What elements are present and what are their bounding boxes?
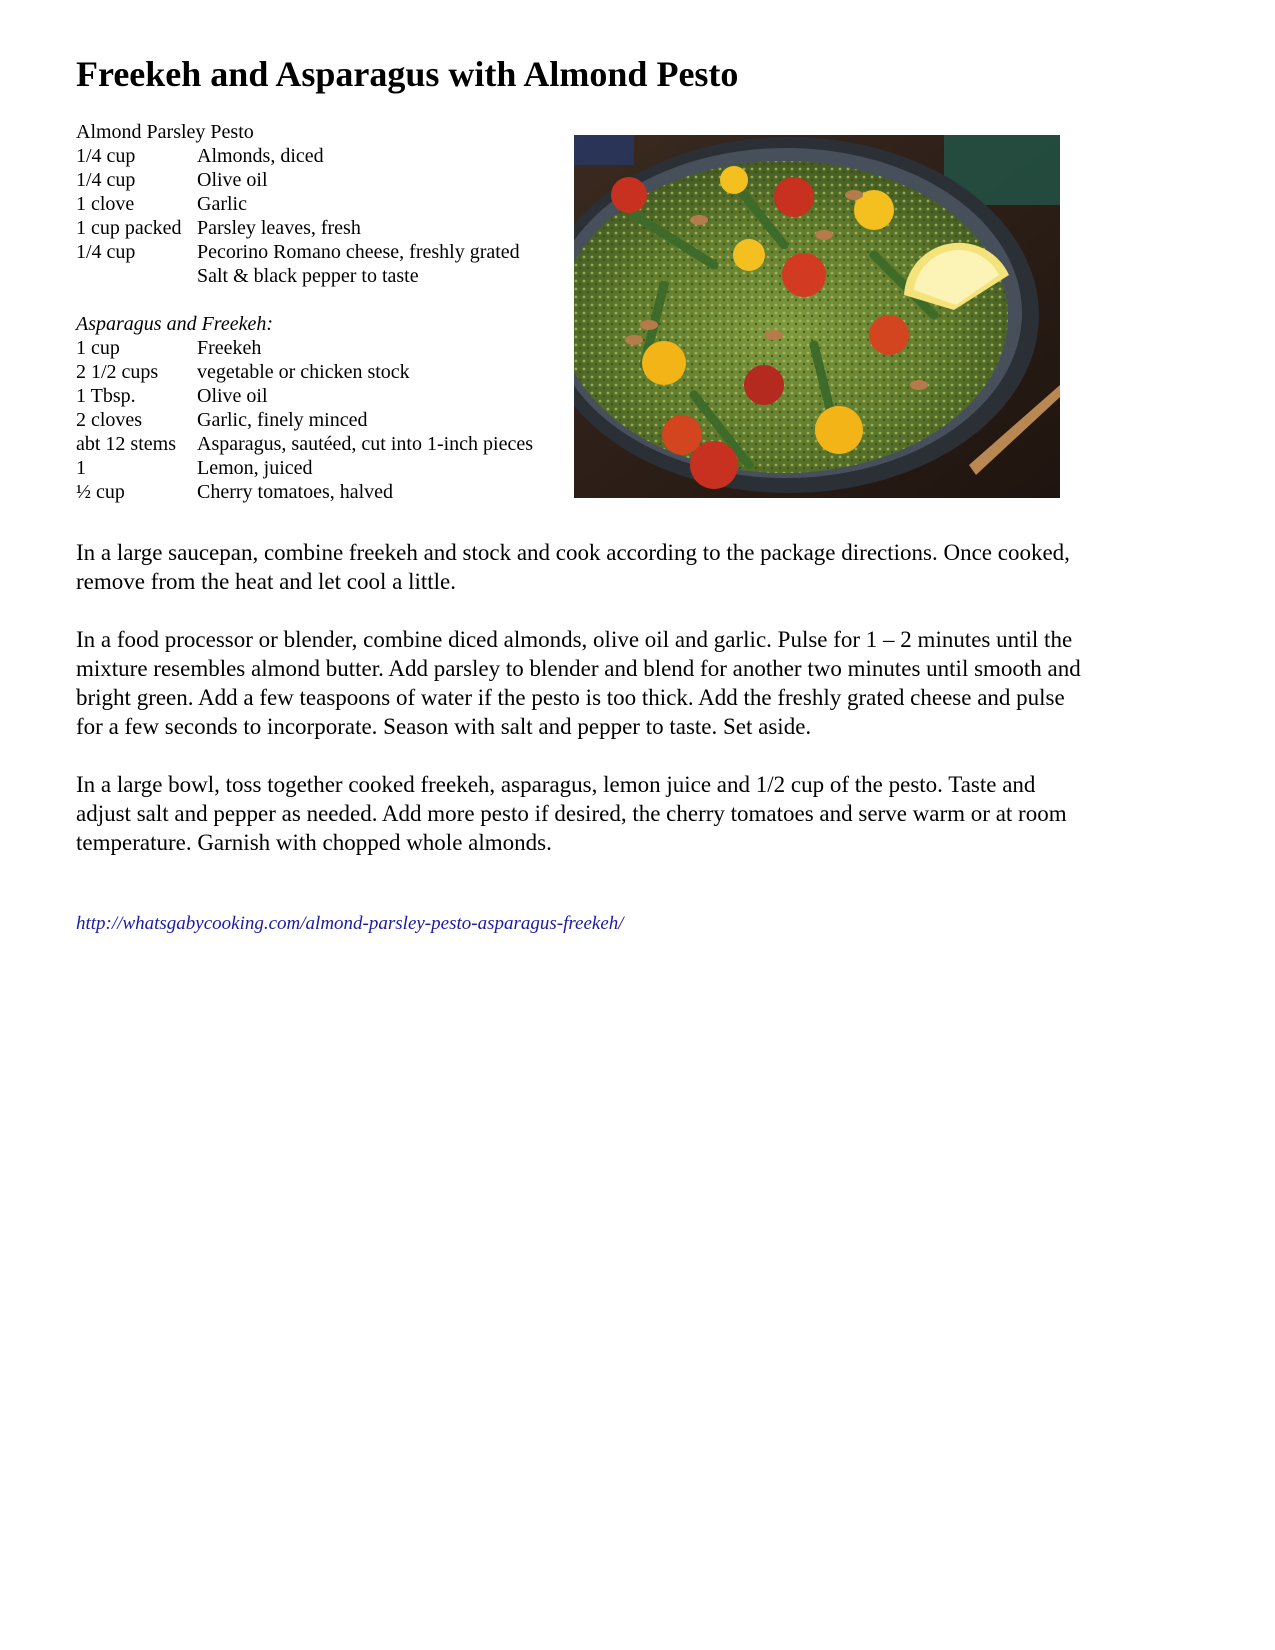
ingredient-name: Lemon, juiced <box>197 457 313 479</box>
recipe-title: Freekeh and Asparagus with Almond Pesto <box>76 54 739 94</box>
ingredient-qty: 2 cloves <box>76 409 143 431</box>
source-link[interactable]: http://whatsgabycooking.com/almond-parsley-pesto-asparagus-freekeh/ <box>76 913 624 934</box>
ingredient-name: Garlic <box>197 193 247 215</box>
ingredient-name: vegetable or chicken stock <box>197 361 410 383</box>
ingredient-row <box>76 240 556 264</box>
ingredient-qty: 1 <box>76 457 86 479</box>
ingredient-qty: abt 12 stems <box>76 433 176 455</box>
ingredient-qty: 1 cup <box>76 337 120 359</box>
direction-step: In a large saucepan, combine freekeh and stock and cook according to the package directions. Once cooked, remove from the heat and let cool a little. <box>76 540 1070 594</box>
ingredient-row <box>76 336 556 360</box>
ingredient-row <box>76 360 556 384</box>
ingredient-qty: 2 1/2 cups <box>76 361 159 383</box>
ingredient-qty: 1/4 cup <box>76 241 136 263</box>
ingredient-row <box>76 144 556 168</box>
pesto-heading: Almond Parsley Pesto <box>76 121 254 143</box>
ingredient-qty: 1/4 cup <box>76 169 136 191</box>
ingredient-name: Almonds, diced <box>197 145 324 167</box>
ingredient-qty: ½ cup <box>76 481 125 503</box>
direction-step: In a food processor or blender, combine diced almonds, olive oil and garlic. Pulse for 1 – 2 minutes until the mixture resembles almond butter. Add parsley to blender and blend for another two minutes until smooth and bright green. Add a few teaspoons of water if the pesto is too thick. Add the freshly grated cheese and pulse for a few seconds to incorporate. Season with salt and pepper to taste. Set aside. <box>76 627 1081 739</box>
ingredient-qty: 1 cup packed <box>76 217 182 239</box>
ingredient-row <box>76 168 556 192</box>
ingredient-name: Olive oil <box>197 385 268 407</box>
ingredient-row <box>76 480 556 504</box>
ingredient-name: Asparagus, sautéed, cut into 1-inch pieces <box>197 433 534 455</box>
ingredient-name: Salt & black pepper to taste <box>197 265 419 287</box>
ingredient-name: Parsley leaves, fresh <box>197 217 361 239</box>
ingredient-row <box>76 192 556 216</box>
directions <box>76 538 1096 886</box>
ingredient-qty: 1/4 cup <box>76 145 136 167</box>
dish-photo <box>574 135 1060 498</box>
ingredient-name: Garlic, finely minced <box>197 409 368 431</box>
ingredient-name: Olive oil <box>197 169 268 191</box>
ingredient-row <box>76 216 556 240</box>
ingredients-block <box>76 120 556 504</box>
ingredient-name: Freekeh <box>197 337 262 359</box>
ingredient-qty: 1 clove <box>76 193 135 215</box>
ingredient-row <box>76 456 556 480</box>
ingredient-name: Pecorino Romano cheese, freshly grated <box>197 241 520 263</box>
section-spacer <box>76 288 556 312</box>
ingredient-row <box>76 432 556 456</box>
ingredient-name: Cherry tomatoes, halved <box>197 481 394 503</box>
direction-step: In a large bowl, toss together cooked freekeh, asparagus, lemon juice and 1/2 cup of the pesto. Taste and adjust salt and pepper as needed. Add more pesto if desired, the cherry tomatoes and serve warm or at room temperature. Garnish with chopped whole almonds. <box>76 772 1067 855</box>
ingredient-qty <box>76 264 197 288</box>
ingredient-row <box>76 264 556 288</box>
ingredient-row <box>76 408 556 432</box>
dish-photo-icon <box>574 135 1060 498</box>
ingredient-qty: 1 Tbsp. <box>76 385 136 407</box>
ingredient-row <box>76 384 556 408</box>
freekeh-heading: Asparagus and Freekeh: <box>76 313 273 335</box>
